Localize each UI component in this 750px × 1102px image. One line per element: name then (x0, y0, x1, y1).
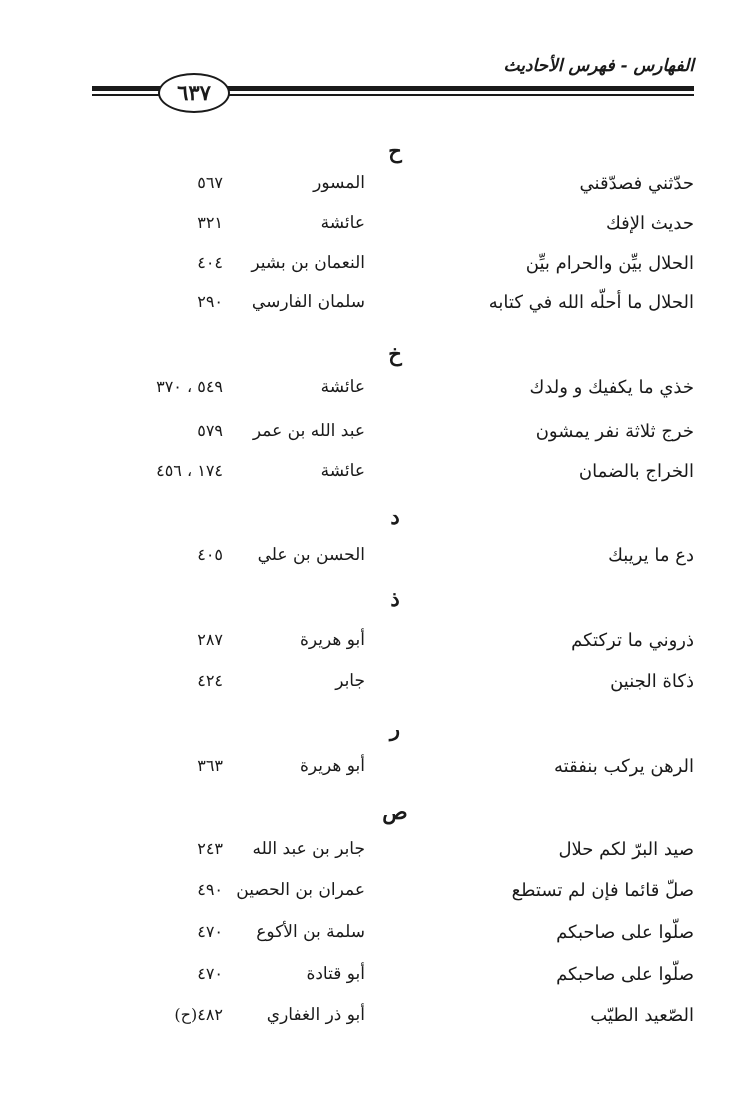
index-row (0, 253, 750, 283)
hadith-text: دع ما يريبك (608, 545, 694, 566)
index-row (0, 880, 750, 910)
index-row (0, 839, 750, 869)
index-row (0, 964, 750, 994)
page-refs: ٤٢٤ (197, 671, 223, 690)
page-refs: ٢٤٣ (197, 839, 223, 858)
index-row (0, 756, 750, 786)
index-row (0, 461, 750, 491)
index-row (0, 421, 750, 451)
section-letter: ح (388, 138, 402, 163)
running-header-title: الفهارس - فهرس الأحاديث (503, 56, 694, 76)
hadith-text: الحلال ما أحلّه الله في كتابه (488, 292, 694, 313)
hadith-text: صيد البرّ لكم حلال (558, 839, 694, 860)
index-row (0, 292, 750, 322)
narrator: عائشة (320, 377, 365, 397)
index-row (0, 671, 750, 701)
narrator: عمران بن الحصين (236, 880, 365, 900)
section-letter: ر (389, 716, 401, 741)
section-letter: خ (388, 341, 402, 366)
page-refs: ٤٩٠ (197, 880, 223, 899)
index-row (0, 922, 750, 952)
hadith-text: الحلال بيِّن والحرام بيِّن (525, 253, 694, 274)
page-refs: ٥٤٩ ، ٣٧٠ (156, 377, 223, 396)
hadith-text: صلّوا على صاحبكم (556, 922, 694, 943)
index-row (0, 377, 750, 407)
narrator: أبو هريرة (299, 630, 365, 650)
page-refs: ٤٨٢(ح) (174, 1005, 223, 1024)
hadith-text: الرهن يركب بنفقته (554, 756, 694, 777)
page-refs: ٤٧٠ (197, 964, 223, 983)
index-row (0, 213, 750, 243)
page-refs: ٣٦٣ (197, 756, 223, 775)
narrator: سلمان الفارسي (251, 292, 365, 312)
hadith-text: خرج ثلاثة نفر يمشون (535, 421, 694, 442)
index-row (0, 173, 750, 203)
page-refs: ٤٠٤ (197, 253, 223, 272)
hadith-text: ذكاة الجنين (610, 671, 694, 692)
hadith-text: الخراج بالضمان (578, 461, 694, 482)
page-refs: ٥٧٩ (197, 421, 223, 440)
narrator: جابر بن عبد الله (252, 839, 365, 859)
section-letter: ص (382, 799, 408, 824)
index-row (0, 545, 750, 575)
hadith-text: حدّثني فصدّقني (579, 173, 694, 194)
hadith-text: خذي ما يكفيك و ولدك (529, 377, 694, 398)
narrator: عائشة (320, 213, 365, 233)
narrator: سلمة بن الأكوع (256, 922, 365, 942)
hadith-text: حديث الإفك (605, 213, 694, 234)
index-row (0, 630, 750, 660)
narrator: المسور (313, 173, 365, 193)
narrator: أبو هريرة (299, 756, 365, 776)
narrator: أبو قتادة (306, 964, 365, 984)
page-refs: ٢٩٠ (197, 292, 223, 311)
page-refs: ٢٨٧ (197, 630, 223, 649)
page-number-badge: ٦٣٧ (158, 73, 230, 113)
narrator: عبد الله بن عمر (252, 421, 365, 441)
section-letter: ذ (390, 586, 400, 611)
narrator: عائشة (320, 461, 365, 481)
narrator: جابر (335, 671, 365, 691)
section-letter: د (390, 504, 400, 529)
hadith-text: صلّوا على صاحبكم (556, 964, 694, 985)
hadith-text: صلّ قائما فإن لم تستطع (511, 880, 694, 901)
hadith-text: ذروني ما تركتكم (571, 630, 694, 651)
page-refs: ٤٠٥ (197, 545, 223, 564)
hadith-text: الصّعيد الطيّب (590, 1005, 694, 1026)
narrator: النعمان بن بشير (251, 253, 365, 273)
narrator: أبو ذر الغفاري (266, 1005, 365, 1025)
page-refs: ٤٧٠ (197, 922, 223, 941)
page-refs: ٣٢١ (197, 213, 223, 232)
index-row (0, 1005, 750, 1035)
narrator: الحسن بن علي (257, 545, 365, 565)
page-refs: ١٧٤ ، ٤٥٦ (156, 461, 223, 480)
page-refs: ٥٦٧ (197, 173, 223, 192)
